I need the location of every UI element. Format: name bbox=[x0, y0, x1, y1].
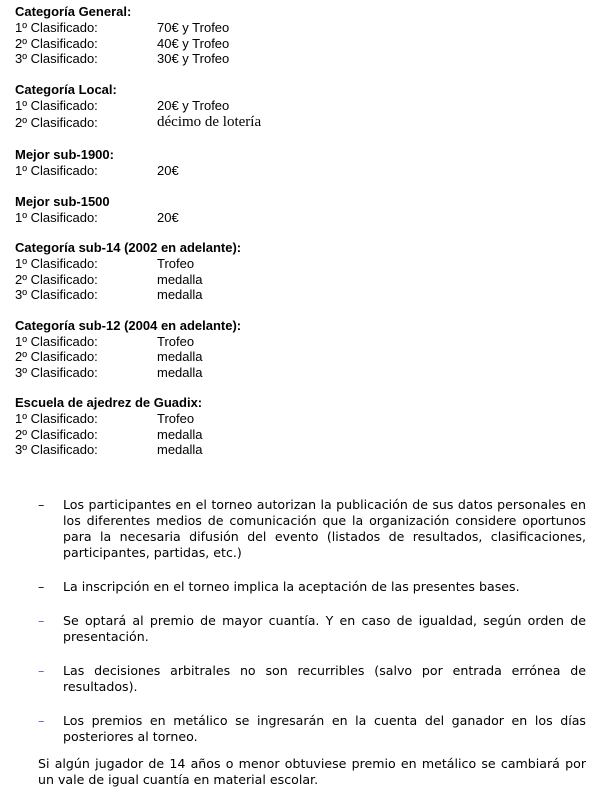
position-label: 3º Clasificado: bbox=[15, 442, 98, 457]
category-title: Categoría General: bbox=[15, 4, 132, 19]
prize-row bbox=[15, 411, 315, 427]
position-label: 2º Clasificado: bbox=[15, 426, 98, 442]
rule-text: Se optará al premio de mayor cuantía. Y en caso de igualdad, según orden de presentación. bbox=[63, 613, 586, 644]
prize-row bbox=[15, 20, 315, 36]
prize-value: 20€ y Trofeo bbox=[157, 97, 230, 113]
prize-list bbox=[15, 4, 315, 473]
prize-value: 20€ bbox=[157, 209, 179, 225]
position-label: 1º Clasificado: bbox=[15, 163, 98, 178]
prize-row bbox=[15, 98, 315, 114]
position-label: 2º Clasificado: bbox=[15, 271, 98, 287]
prize-row bbox=[15, 113, 315, 132]
prize-value: medalla bbox=[157, 442, 203, 457]
prize-row bbox=[15, 256, 315, 272]
prize-value: 40€ y Trofeo bbox=[157, 35, 230, 51]
prize-row bbox=[15, 210, 315, 226]
prize-row bbox=[15, 334, 315, 350]
rule-item bbox=[38, 497, 586, 561]
rules-list bbox=[38, 497, 586, 763]
position-label: 2º Clasificado: bbox=[15, 115, 98, 130]
prize-row bbox=[15, 163, 315, 179]
final-note: Si algún jugador de 14 años o menor obtuviese premio en metálico se cambiará por un vale de igual cuantía en material escolar. bbox=[38, 756, 586, 787]
position-label: 1º Clasificado: bbox=[15, 256, 98, 271]
prize-value: medalla bbox=[157, 287, 203, 302]
position-label: 1º Clasificado: bbox=[15, 209, 98, 225]
rule-text: Los participantes en el torneo autorizan la publicación de sus datos personales en los diferentes medios de comunicación que la organización considere oportunos para la necesaria difusión del evento (listados de resultados, clasificaciones, participantes, partidas, etc.) bbox=[63, 497, 586, 560]
prize-row bbox=[15, 287, 315, 303]
prize-row bbox=[15, 442, 315, 458]
prize-row bbox=[15, 51, 315, 67]
position-label: 1º Clasificado: bbox=[15, 97, 98, 113]
position-label: 3º Clasificado: bbox=[15, 287, 98, 302]
prize-value: medalla bbox=[157, 271, 203, 287]
category-sub-12 bbox=[15, 318, 315, 381]
prize-row bbox=[15, 349, 315, 365]
position-label: 3º Clasificado: bbox=[15, 364, 98, 380]
category-escuela-guadix bbox=[15, 395, 315, 458]
prize-value: 30€ y Trofeo bbox=[157, 51, 230, 66]
category-title: Escuela de ajedrez de Guadix: bbox=[15, 395, 203, 410]
prize-value: Trofeo bbox=[157, 411, 195, 426]
position-label: 1º Clasificado: bbox=[15, 333, 98, 349]
category-title: Mejor sub-1900: bbox=[15, 147, 114, 162]
bullet-dash: – bbox=[38, 713, 45, 728]
bullet-dash: – bbox=[38, 663, 45, 678]
prize-value: Trofeo bbox=[157, 256, 195, 271]
prize-value: medalla bbox=[157, 426, 203, 442]
bullet-dash: – bbox=[38, 613, 45, 628]
prize-row bbox=[15, 272, 315, 288]
category-title: Categoría sub-14 (2002 en adelante): bbox=[15, 240, 242, 255]
category-sub-1500 bbox=[15, 194, 315, 226]
prize-row bbox=[15, 427, 315, 443]
prize-value: medalla bbox=[157, 364, 203, 380]
bullet-dash: – bbox=[38, 497, 45, 512]
rule-text: Los premios en metálico se ingresarán en la cuenta del ganador en los días posteriores al torneo. bbox=[63, 713, 586, 744]
prize-value: Trofeo bbox=[157, 333, 195, 349]
bullet-dash: – bbox=[38, 579, 45, 594]
position-label: 2º Clasificado: bbox=[15, 35, 98, 51]
category-title: Categoría Local: bbox=[15, 81, 117, 97]
rule-item bbox=[38, 663, 586, 695]
rule-item bbox=[38, 579, 586, 595]
prize-value: 70€ y Trofeo bbox=[157, 20, 230, 35]
prize-value: 20€ bbox=[157, 163, 179, 178]
category-general bbox=[15, 4, 315, 67]
position-label: 1º Clasificado: bbox=[15, 20, 98, 35]
rule-text: Las decisiones arbitrales no son recurribles (salvo por entrada errónea de resultados). bbox=[63, 663, 586, 694]
prize-row bbox=[15, 365, 315, 381]
rule-text: La inscripción en el torneo implica la aceptación de las presentes bases. bbox=[63, 579, 520, 594]
position-label: 1º Clasificado: bbox=[15, 411, 98, 426]
rule-item bbox=[38, 613, 586, 645]
category-sub-1900 bbox=[15, 147, 315, 179]
prize-value: décimo de lotería bbox=[157, 114, 262, 130]
category-title: Mejor sub-1500 bbox=[15, 193, 110, 209]
category-sub-14 bbox=[15, 240, 315, 303]
category-title: Categoría sub-12 (2004 en adelante): bbox=[15, 317, 242, 333]
position-label: 2º Clasificado: bbox=[15, 349, 98, 364]
rule-item bbox=[38, 713, 586, 745]
position-label: 3º Clasificado: bbox=[15, 51, 98, 66]
prize-value: medalla bbox=[157, 349, 203, 364]
prize-row bbox=[15, 36, 315, 52]
category-local bbox=[15, 82, 315, 133]
